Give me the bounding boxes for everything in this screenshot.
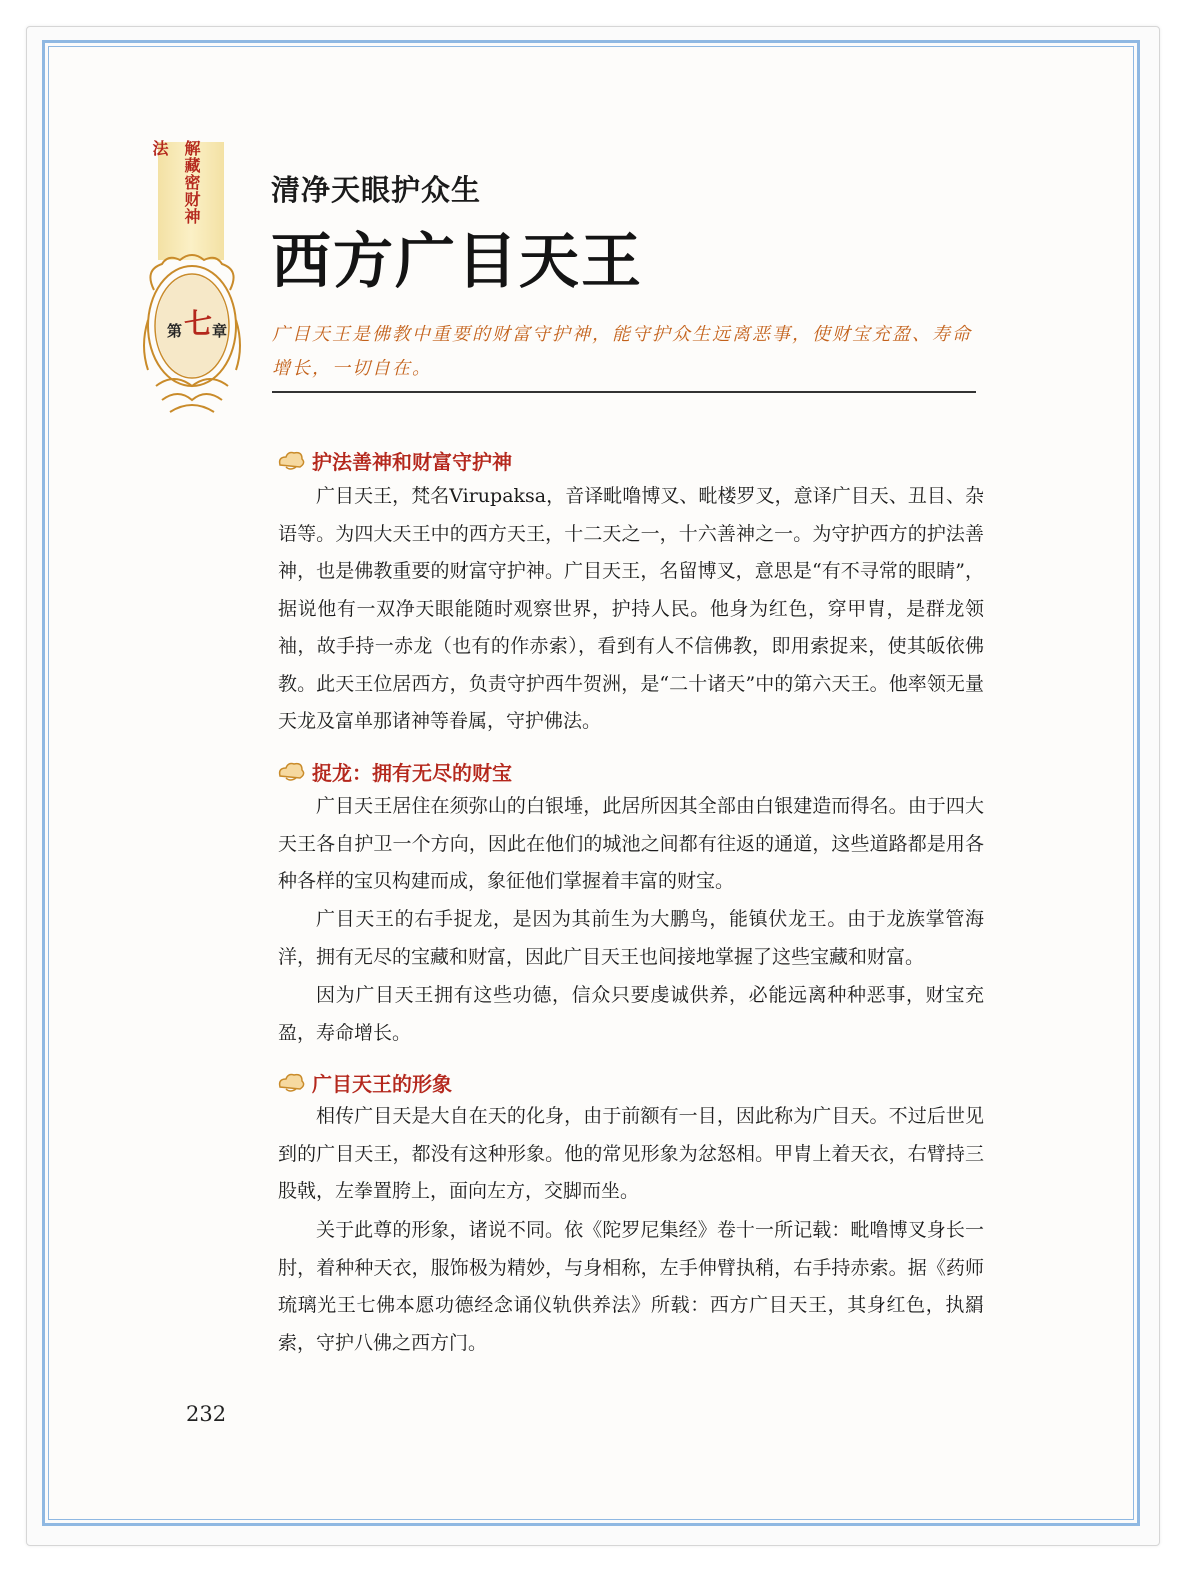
paragraph: 广目天王的右手捉龙，是因为其前生为大鹏鸟，能镇伏龙王。由于龙族掌管海洋，拥有无尽的宝藏和财富，因此广目天王也间接地掌握了这些宝藏和财富。 <box>278 908 984 968</box>
section-heading-text: 广目天王的形象 <box>312 1072 452 1096</box>
chapter-prefix: 第 <box>167 322 183 340</box>
auspicious-cloud-icon <box>276 449 306 473</box>
title-divider <box>272 391 976 393</box>
auspicious-cloud-icon <box>276 1071 306 1095</box>
section-heading-2 <box>276 757 512 786</box>
section-heading-text: 捉龙：拥有无尽的财宝 <box>312 761 512 785</box>
auspicious-cloud-icon <box>276 760 306 784</box>
chapter-intro: 广目天王是佛教中重要的财富守护神，能守护众生远离恶事，使财宝充盈、寿命增长，一切自在。 <box>272 324 972 379</box>
paragraph: 相传广目天是大自在天的化身，由于前额有一目，因此称为广目天。不过后世见到的广目天王，都没有这种形象。他的常见形象为忿怒相。甲胄上着天衣，右臂持三股戟，左拳置胯上，面向左方，交脚而坐。 <box>278 1105 984 1202</box>
paragraph: 关于此尊的形象，诸说不同。依《陀罗尼集经》卷十一所记载：毗噜博叉身长一肘，着种种天衣，服饰极为精妙，与身相称，左手伸臂执稍，右手持赤索。据《药师琉璃光王七佛本愿功德经念诵仪轨供养法》所载：西方广目天王，其身红色，执羂索，守护八佛之西方门。 <box>278 1219 984 1354</box>
section-heading-1 <box>276 446 512 475</box>
chapter-subtitle: 清净天眼护众生 <box>271 173 482 207</box>
chapter-number: 七 <box>184 307 213 340</box>
section-heading-text: 护法善神和财富守护神 <box>312 450 512 474</box>
paragraph: 广目天王居住在须弥山的白银埵，此居所因其全部由白银建造而得名。由于四大天王各自护卫一个方向，因此在他们的城池之间都有往返的通道，这些道路都是用各种各样的宝贝构建而成，象征他们掌握着丰富的财宝。 <box>278 795 984 892</box>
chapter-title: 西方广目天王 <box>271 227 643 297</box>
chapter-suffix: 章 <box>212 322 228 340</box>
section-heading-3 <box>276 1068 452 1097</box>
page-number: 232 <box>186 1402 227 1426</box>
series-title: 解藏密财神法 <box>150 140 201 225</box>
paragraph: 广目天王，梵名Virupaksa，音译毗噜博叉、毗楼罗叉，意译广目天、丑目、杂语等。为四大天王中的西方天王，十二天之一，十六善神之一。为守护西方的护法善神，也是佛教重要的财富守护神。广目天王，名留博叉，意思是“有不寻常的眼睛”，据说他有一双净天眼能随时观察世界，护持人民。他身为红色，穿甲胄，是群龙领袖，故手持一赤龙（也有的作赤索），看到有人不信佛教，即用索捉来，使其皈依佛教。此天王位居西方，负责守护西牛贺洲，是“二十诸天”中的第六天王。他率领无量天龙及富单那诸神等眷属，守护佛法。 <box>278 485 984 732</box>
paragraph: 因为广目天王拥有这些功德，信众只要虔诚供养，必能远离种种恶事，财宝充盈，寿命增长。 <box>278 984 984 1044</box>
